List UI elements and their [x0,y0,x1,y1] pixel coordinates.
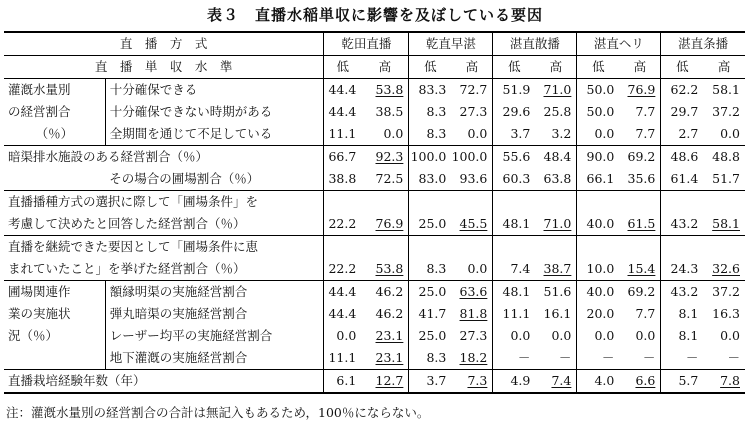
value-cell: － [703,347,745,370]
value-cell: 48.4 [535,146,577,169]
row-label: 直播播種方式の選択に際して「圃場条件」を [4,191,324,214]
value-cell: － [661,347,704,370]
irrigation-sufficient-row [4,79,745,102]
row-label: 十分確保できる [105,79,324,102]
value-cell: 72.5 [361,168,409,191]
method-header: 湛直散播 [493,32,577,56]
value-cell: 8.3 [409,123,452,146]
row-label: 十分確保できない時期がある [105,101,324,123]
method-header: 湛直ヘリ [577,32,661,56]
value-cell: 7.4 [535,370,577,394]
value-cell: 18.2 [451,347,493,370]
yield-level-label: 直 播 単 収 水 準 [4,56,324,79]
value-cell: 7.7 [619,101,661,123]
low-label: 低 [661,56,704,79]
experience-years-row [4,370,745,394]
high-label: 高 [451,56,493,79]
value-cell: 40.0 [586,284,615,299]
value-cell: 61.5 [619,213,661,236]
value-cell: 3.2 [535,123,577,146]
value-cell: 0.0 [619,325,661,347]
value-cell: 76.9 [361,213,409,236]
value-cell: 32.6 [703,258,745,281]
value-cell: 46.2 [361,281,409,304]
value-cell: 93.6 [451,168,493,191]
value-cell: 8.3 [426,104,447,119]
row-label: 弾丸暗渠の実施経営割合 [105,303,324,325]
value-cell: 7.7 [619,303,661,325]
value-cell: 100.0 [451,146,493,169]
method-label: 直 播 方 式 [4,32,324,56]
value-cell: 72.7 [451,79,493,102]
value-cell: 6.1 [324,370,361,394]
value-cell: 37.2 [712,284,740,299]
row-label: まれていたこと」を挙げた経営割合（％） [4,258,324,281]
value-cell: 29.6 [502,104,531,119]
irrigation-group-label: の経営割合 [4,101,105,123]
value-cell: 50.0 [586,104,615,119]
factor-table [4,31,745,394]
value-cell: 16.3 [712,306,740,321]
value-cell: 11.1 [502,306,531,321]
value-cell: 23.1 [361,347,409,370]
value-cell: 60.3 [493,168,536,191]
value-cell: 3.7 [409,370,452,394]
value-cell: 58.1 [703,213,745,236]
row-label: 考慮して決めたと回答した経営割合（％） [4,213,324,236]
value-cell: 58.1 [712,82,740,97]
value-cell: 48.1 [502,284,531,299]
value-cell: 22.2 [324,258,361,281]
yield-level-row [4,56,745,79]
value-cell: 11.1 [324,347,361,370]
method-header: 乾田直播 [324,32,409,56]
value-cell: 69.2 [619,281,661,304]
value-cell: 8.1 [678,306,699,321]
low-label: 低 [324,56,361,79]
value-cell: 4.9 [493,370,536,394]
value-cell: 48.8 [712,149,740,164]
value-cell: 35.6 [619,168,661,191]
value-cell: 90.0 [586,149,615,164]
value-cell: 44.4 [328,306,357,321]
table-title: 表３ 直播水稲単収に影響を及ぼしている要因 [206,6,543,24]
value-cell: 0.0 [510,328,531,343]
high-label: 高 [535,56,577,79]
field-laser-level-row [4,325,745,347]
value-cell: 15.4 [619,258,661,281]
value-cell: 38.7 [535,258,577,281]
irrigation-insufficient-row [4,123,745,146]
value-cell: 83.3 [418,82,447,97]
method-header: 乾直早湛 [409,32,493,56]
value-cell: 71.0 [535,213,577,236]
value-cell: 23.1 [361,325,409,347]
row-label: 全期間を通じて不足している [105,123,324,146]
value-cell: 25.8 [535,101,577,123]
value-cell: 0.0 [720,328,740,343]
value-cell: 11.1 [324,123,361,146]
value-cell: 81.8 [451,303,493,325]
field-mole-drain-row [4,303,745,325]
high-label: 高 [703,56,745,79]
value-cell: 22.2 [324,213,361,236]
value-cell: 0.0 [361,123,409,146]
value-cell: 55.6 [502,149,531,164]
value-cell: 44.4 [328,104,357,119]
value-cell: 92.3 [361,146,409,169]
value-cell: 27.3 [451,101,493,123]
value-cell: 83.0 [409,168,452,191]
value-cell: 38.8 [324,168,361,191]
value-cell: 0.0 [535,325,577,347]
irrigation-group-label: 灌漑水量別 [4,79,105,102]
value-cell: 61.4 [661,168,704,191]
field-group-label: 圃場関連作 [4,281,105,304]
value-cell: 20.0 [586,306,615,321]
value-cell: 3.7 [493,123,536,146]
value-cell: 7.7 [619,123,661,146]
value-cell: 7.4 [493,258,536,281]
value-cell: 7.8 [703,370,745,394]
value-cell: 38.5 [361,101,409,123]
row-label: 直播栽培経験年数（年） [4,370,324,394]
method-header: 湛直条播 [661,32,745,56]
table-note: 注：灌漑水量別の経営割合の合計は無記入もあるため，100％にならない。 [6,405,430,420]
value-cell: 37.2 [712,104,740,119]
row-label: 暗渠排水施設のある経営割合（％） [4,146,324,169]
value-cell: 63.6 [451,281,493,304]
value-cell: 0.0 [451,123,493,146]
value-cell: 25.0 [409,213,452,236]
value-cell: 7.3 [451,370,493,394]
value-cell: － [535,347,577,370]
drainage-field-row [4,168,745,191]
field-subirrigation-row [4,347,745,370]
value-cell: 40.0 [577,213,620,236]
choice-row [4,213,745,236]
drainage-row [4,146,745,169]
value-cell: 51.7 [703,168,745,191]
value-cell: 16.1 [535,303,577,325]
row-label: その場合の圃場割合（％） [105,168,324,191]
value-cell: － [577,347,620,370]
indent-cell [4,168,105,191]
row-label: レーザー均平の実施経営割合 [105,325,324,347]
low-label: 低 [577,56,620,79]
value-cell: 4.0 [577,370,620,394]
value-cell: 5.7 [661,370,704,394]
high-label: 高 [361,56,409,79]
method-header-row [4,32,745,56]
value-cell: 53.8 [361,79,409,102]
field-group-label: 業の実施状 [4,303,105,325]
value-cell: － [619,347,661,370]
field-group-label: 況（％） [4,325,105,347]
value-cell: 0.0 [577,123,620,146]
value-cell: 51.6 [535,281,577,304]
value-cell: 45.5 [451,213,493,236]
value-cell: 46.2 [361,303,409,325]
value-cell: 0.0 [703,123,745,146]
value-cell: 12.7 [361,370,409,394]
value-cell: 25.0 [418,328,447,343]
value-cell: 24.3 [661,258,704,281]
value-cell: 41.7 [418,306,447,321]
value-cell: 8.1 [678,328,699,343]
row-label: 直播を継続できた要因として「圃場条件に恵 [4,236,324,259]
value-cell: 71.0 [535,79,577,102]
value-cell: 44.4 [328,284,357,299]
value-cell: 29.7 [670,104,699,119]
value-cell: 48.6 [670,149,699,164]
value-cell: 76.9 [619,79,661,102]
choice-row-line1 [4,191,745,214]
value-cell: 6.6 [619,370,661,394]
field-frame-drain-row [4,281,745,304]
row-label: 額縁明渠の実施経営割合 [105,281,324,304]
value-cell: 66.7 [328,149,357,164]
value-cell: 25.0 [418,284,447,299]
value-cell: 51.9 [502,82,531,97]
value-cell: 0.0 [594,328,615,343]
value-cell: 43.2 [670,284,699,299]
low-label: 低 [409,56,452,79]
high-label: 高 [619,56,661,79]
continue-row [4,258,745,281]
value-cell: 66.1 [577,168,620,191]
value-cell: 2.7 [661,123,704,146]
value-cell: 8.3 [409,258,452,281]
value-cell: 0.0 [451,258,493,281]
field-group-spacer [4,347,105,370]
irrigation-group-label: （％） [4,123,105,146]
row-label: 地下灌漑の実施経営割合 [105,347,324,370]
value-cell: 69.2 [619,146,661,169]
value-cell: 62.2 [670,82,699,97]
value-cell: 0.0 [336,328,357,343]
irrigation-partial-row [4,101,745,123]
value-cell: 50.0 [586,82,615,97]
value-cell: 10.0 [577,258,620,281]
value-cell: 8.3 [409,347,452,370]
continue-row-line1 [4,236,745,259]
value-cell: 43.2 [661,213,704,236]
value-cell: 100.0 [410,149,447,164]
low-label: 低 [493,56,536,79]
value-cell: 27.3 [451,325,493,347]
value-cell: 44.4 [328,82,357,97]
value-cell: 48.1 [493,213,536,236]
value-cell: 63.8 [535,168,577,191]
value-cell: 53.8 [361,258,409,281]
value-cell: － [493,347,536,370]
